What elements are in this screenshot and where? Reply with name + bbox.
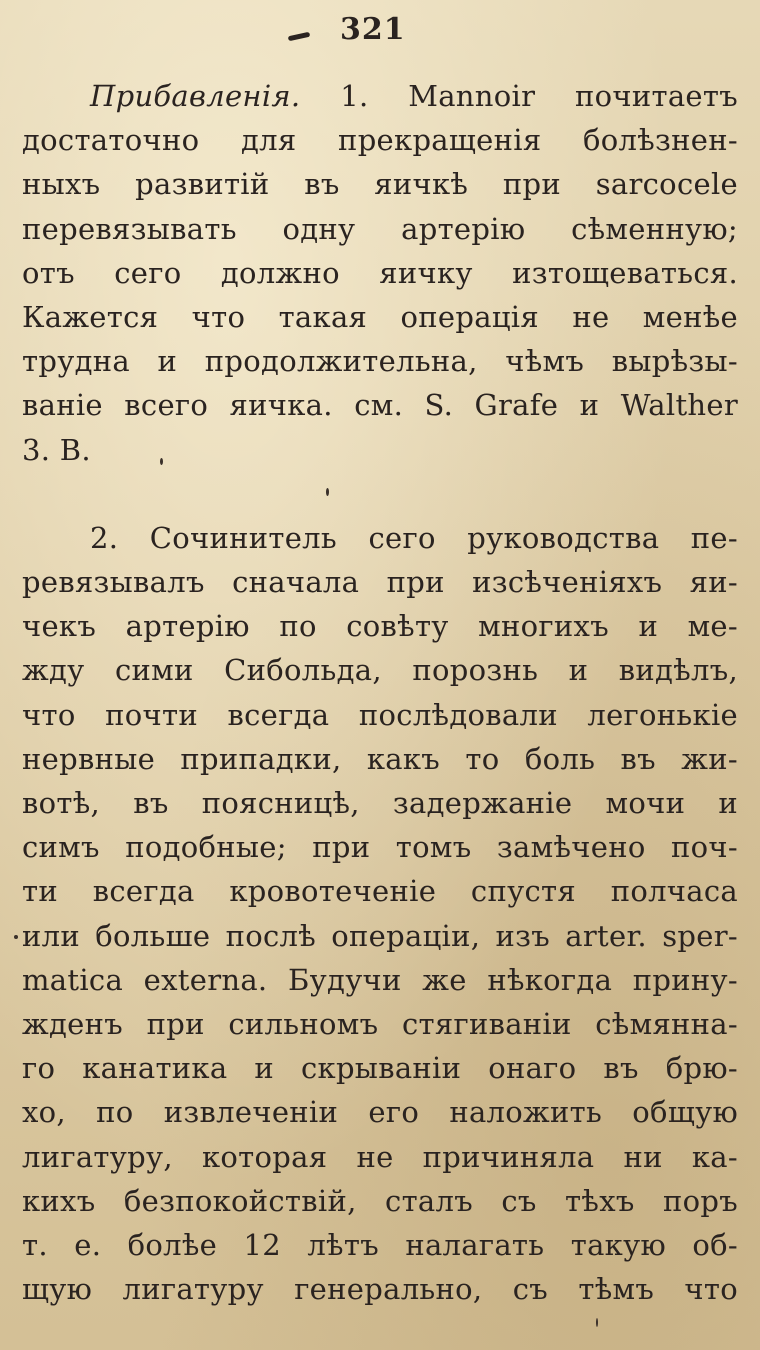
page-number: 321 (340, 12, 406, 47)
ink-speck (160, 458, 163, 465)
text-line: ти всегда кровотеченіе спустя полчаса (22, 874, 738, 909)
text-line: жденъ при сильномъ стягиваніи сѣмяннa- (22, 1006, 738, 1041)
text-line: ваніе всего яичка. см. S. Grafe и Walther (22, 388, 738, 423)
text-line: хо, по извлеченіи его наложить общую (22, 1095, 738, 1130)
text-line: отъ сего должно яичку изтощеваться. (22, 255, 738, 290)
text-line: Кажется что такая операція не менѣе (22, 299, 738, 334)
paragraph1-first-line-text: 1. Mannoir почитаетъ (340, 79, 738, 113)
paragraph-gap (22, 472, 738, 516)
text-line: matica externa. Будучи же нѣкогда прину- (22, 962, 738, 997)
text-line: кихъ безпокойствій, сталъ съ тѣхъ поръ (22, 1183, 738, 1218)
text-line: что почти всегда послѣдовали легонькіе (22, 697, 738, 732)
ink-speck (596, 1318, 598, 1327)
text-line: щую лигатуру генерально, съ тѣмъ что (22, 1272, 738, 1307)
ink-speck (14, 935, 18, 939)
text-line: нервные припадки, какъ то боль въ жи- (22, 741, 738, 776)
text-line: ныхъ развитій въ яичкѣ при sarcocele (22, 167, 738, 202)
text-line: ревязывалъ сначала при изсѣченіяхъ яи- (22, 565, 738, 600)
text-line: перевязывать одну артерію сѣменную; (22, 211, 738, 246)
text-line: лигатуру, которая не причиняла ни ка- (22, 1139, 738, 1174)
text-line: т. е. болѣе 12 лѣтъ налагать такую об- (22, 1227, 738, 1262)
page-body (22, 74, 738, 1311)
paragraph1-heading: Прибавленія. (90, 79, 301, 113)
text-line: трудна и продолжительна, чѣмъ вырѣзы- (22, 344, 738, 379)
paragraph1-first-line (22, 74, 738, 118)
ink-speck (326, 488, 329, 496)
text-line: чекъ артерію по совѣту многихъ и ме- (22, 609, 738, 644)
page-dash-mark (288, 32, 311, 41)
text-line: вотѣ, въ поясницѣ, задержаніе мочи и (22, 786, 738, 820)
text-line: достаточно для прекращенія болѣзнен- (22, 123, 738, 158)
text-line: симъ подобные; при томъ замѣчено поч- (22, 830, 738, 865)
paragraph2-first-line: 2. Сочинитель сего руководства пе- (90, 520, 738, 555)
text-line: 3. B. (22, 432, 91, 467)
text-line: или больше послѣ операціи, изъ arter. sper- (22, 918, 738, 953)
text-line: жду сими Сибольда, порознь и видѣлъ, (22, 653, 738, 688)
text-line: го канатика и скрываніи онаго въ брю- (22, 1051, 738, 1086)
